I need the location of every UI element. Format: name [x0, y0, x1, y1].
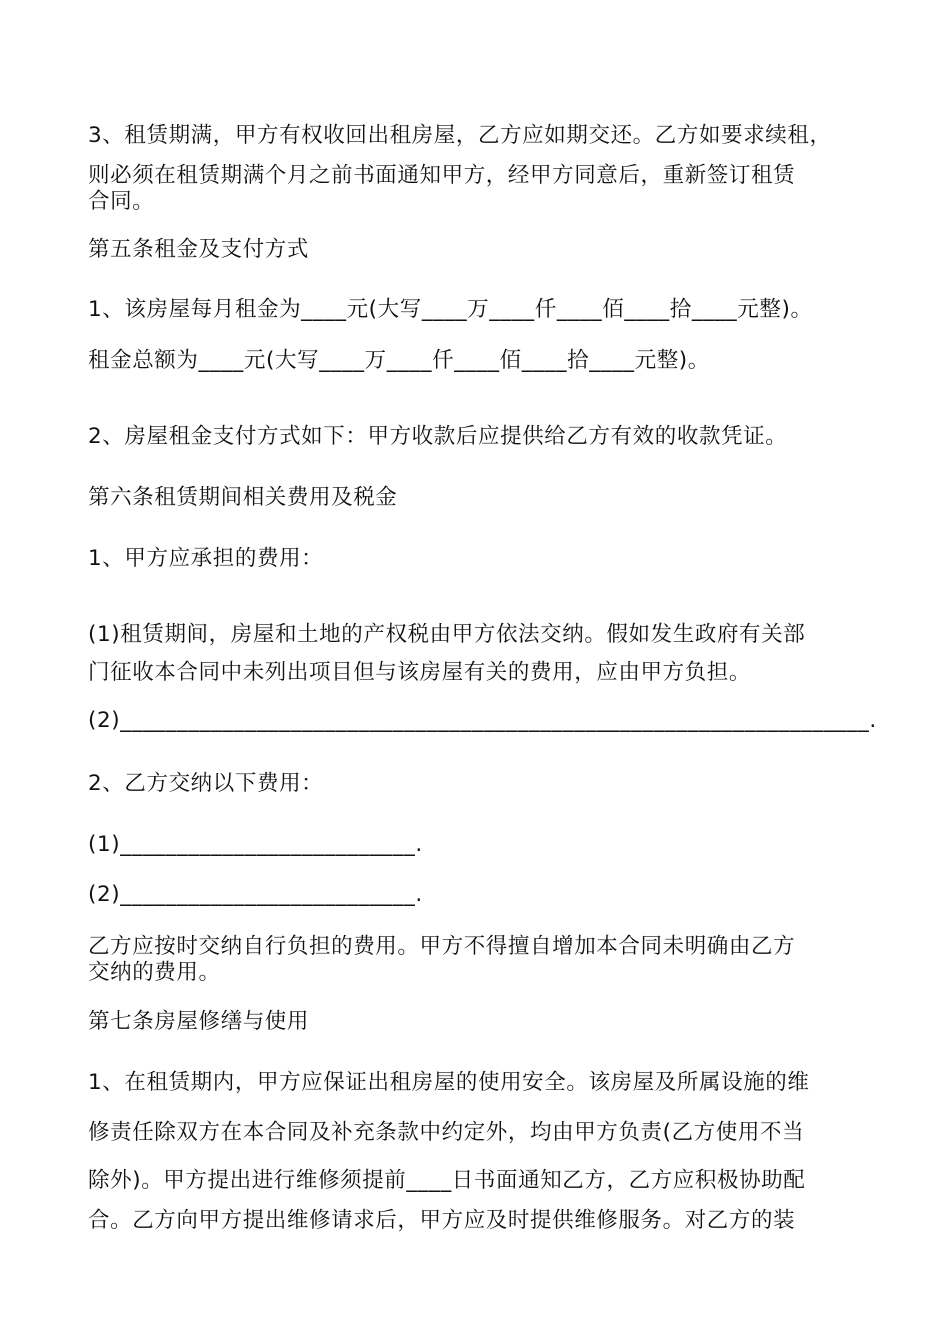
- clause-6-heading: 第六条租赁期间相关费用及税金: [88, 485, 398, 510]
- clause-5-item-2: 2、房屋租金支付方式如下：甲方收款后应提供给乙方有效的收款凭证。: [88, 424, 788, 449]
- clause-6-note-line-1: 乙方应按时交纳自行负担的费用。甲方不得擅自增加本合同未明确由乙方: [88, 934, 796, 959]
- clause-6-item-2-sub-1: (1)__________________________.: [88, 832, 423, 857]
- clause-6-item-1-sub-2: (2)__________________________________________________________________.: [88, 708, 877, 733]
- clause-5-item-1-total-rent: 租金总额为____元(大写____万____仟____佰____拾____元整)。: [88, 348, 710, 373]
- clause-6-note-line-2: 交纳的费用。: [88, 960, 221, 985]
- clause-4-item-3-line-3: 合同。: [88, 189, 155, 214]
- clause-5-heading: 第五条租金及支付方式: [88, 237, 310, 262]
- clause-5-item-1-monthly-rent: 1、该房屋每月租金为____元(大写____万____仟____佰____拾____元整)。: [88, 297, 813, 322]
- clause-7-heading: 第七条房屋修缮与使用: [88, 1009, 310, 1034]
- clause-7-item-1-line-2: 修责任除双方在本合同及补充条款中约定外，均由甲方负责(乙方使用不当: [88, 1120, 805, 1145]
- clause-4-item-3-line-1: 3、租赁期满，甲方有权收回出租房屋，乙方应如期交还。乙方如要求续租，: [88, 123, 832, 148]
- clause-6-item-1: 1、甲方应承担的费用：: [88, 546, 324, 571]
- clause-6-item-1-sub-1-line-1: (1)租赁期间，房屋和土地的产权税由甲方依法交纳。假如发生政府有关部: [88, 622, 806, 647]
- clause-7-item-1-line-4: 合。乙方向甲方提出维修请求后，甲方应及时提供维修服务。对乙方的装: [88, 1208, 796, 1233]
- clause-6-item-2-sub-2: (2)__________________________.: [88, 882, 423, 907]
- clause-6-item-2: 2、乙方交纳以下费用：: [88, 771, 324, 796]
- clause-7-item-1-line-3: 除外)。甲方提出进行维修须提前____日书面通知乙方，乙方应积极协助配: [88, 1168, 806, 1193]
- clause-4-item-3-line-2: 则必须在租赁期满个月之前书面通知甲方，经甲方同意后，重新签订租赁: [88, 163, 796, 188]
- clause-6-item-1-sub-1-line-2: 门征收本合同中未列出项目但与该房屋有关的费用，应由甲方负担。: [88, 660, 752, 685]
- clause-7-item-1-line-1: 1、在租赁期内，甲方应保证出租房屋的使用安全。该房屋及所属设施的维: [88, 1070, 810, 1095]
